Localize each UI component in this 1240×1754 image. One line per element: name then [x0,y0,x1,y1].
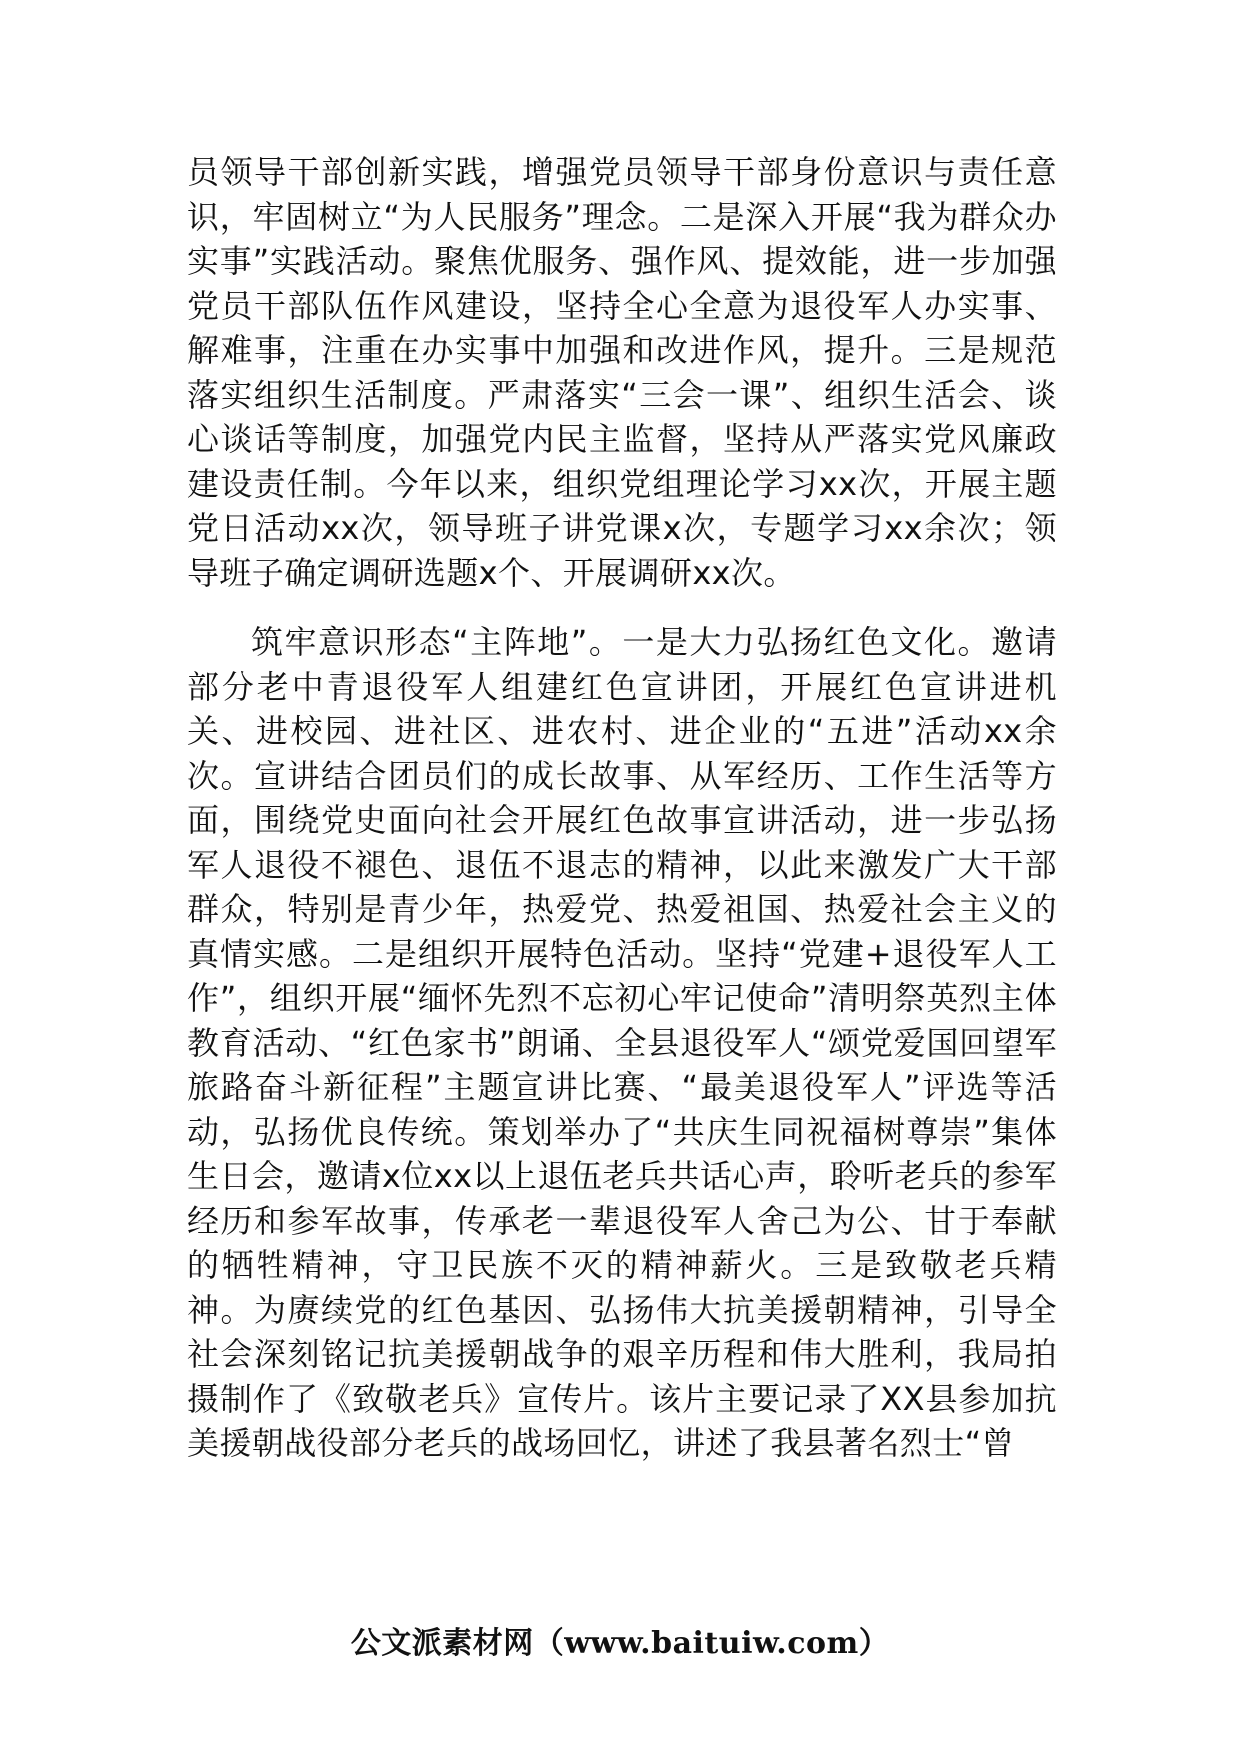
paragraph-ideology-front: 筑牢意识形态“主阵地”。一是大力弘扬红色文化。邀请部分老中青退役军人组建红色宣讲团，开展红色宣讲进机关、进校园、进社区、进农村、进企业的“五进”活动xx余次。宣讲结合团员们的成长故事、从军经历、工作生活等方面，围绕党史面向社会开展红色故事宣讲活动，进一步弘扬军人退役不褪色、退伍不退志的精神，以此来激发广大干部群众，特别是青少年，热爱党、热爱祖国、热爱社会主义的真情实感。二是组织开展特色活动。坚持“党建+退役军人工作”，组织开展“缅怀先烈不忘初心牢记使命”清明祭英烈主体教育活动、“红色家书”朗诵、全县退役军人“颂党爱国回望军旅路奋斗新征程”主题宣讲比赛、“最美退役军人”评选等活动，弘扬优良传统。策划举办了“共庆生同祝福树尊崇”集体生日会，邀请x位xx以上退伍老兵共话心声，聆听老兵的参军经历和参军故事，传承老一辈退役军人舍己为公、甘于奉献的牺牲精神，守卫民族不灭的精神薪火。三是致敬老兵精神。为赓续党的红色基因、弘扬伟大抗美援朝精神，引导全社会深刻铭记抗美援朝战争的艰辛历程和伟大胜利，我局拍摄制作了《致敬老兵》宣传片。该片主要记录了XX县参加抗美援朝战役部分老兵的战场回忆，讲述了我县著名烈士“曾 [187,623,1057,1462]
document-body [187,150,1057,1466]
paragraph-party-building: 员领导干部创新实践，增强党员领导干部身份意识与责任意识，牢固树立“为人民服务”理念。二是深入开展“我为群众办实事”实践活动。聚焦优服务、强作风、提效能，进一步加强党员干部队伍作风建设，坚持全心全意为退役军人办实事、解难事，注重在办实事中加强和改进作风，提升。三是规范落实组织生活制度。严肃落实“三会一课”、组织生活会、谈心谈话等制度，加强党内民主监督，坚持从严落实党风廉政建设责任制。今年以来，组织党组理论学习xx次，开展主题党日活动xx次，领导班子讲党课x次，专题学习xx余次；领导班子确定调研选题x个、开展调研xx次。 [187,153,1057,592]
footer-watermark: 公文派素材网（www.baituiw.com） [350,1626,890,1661]
